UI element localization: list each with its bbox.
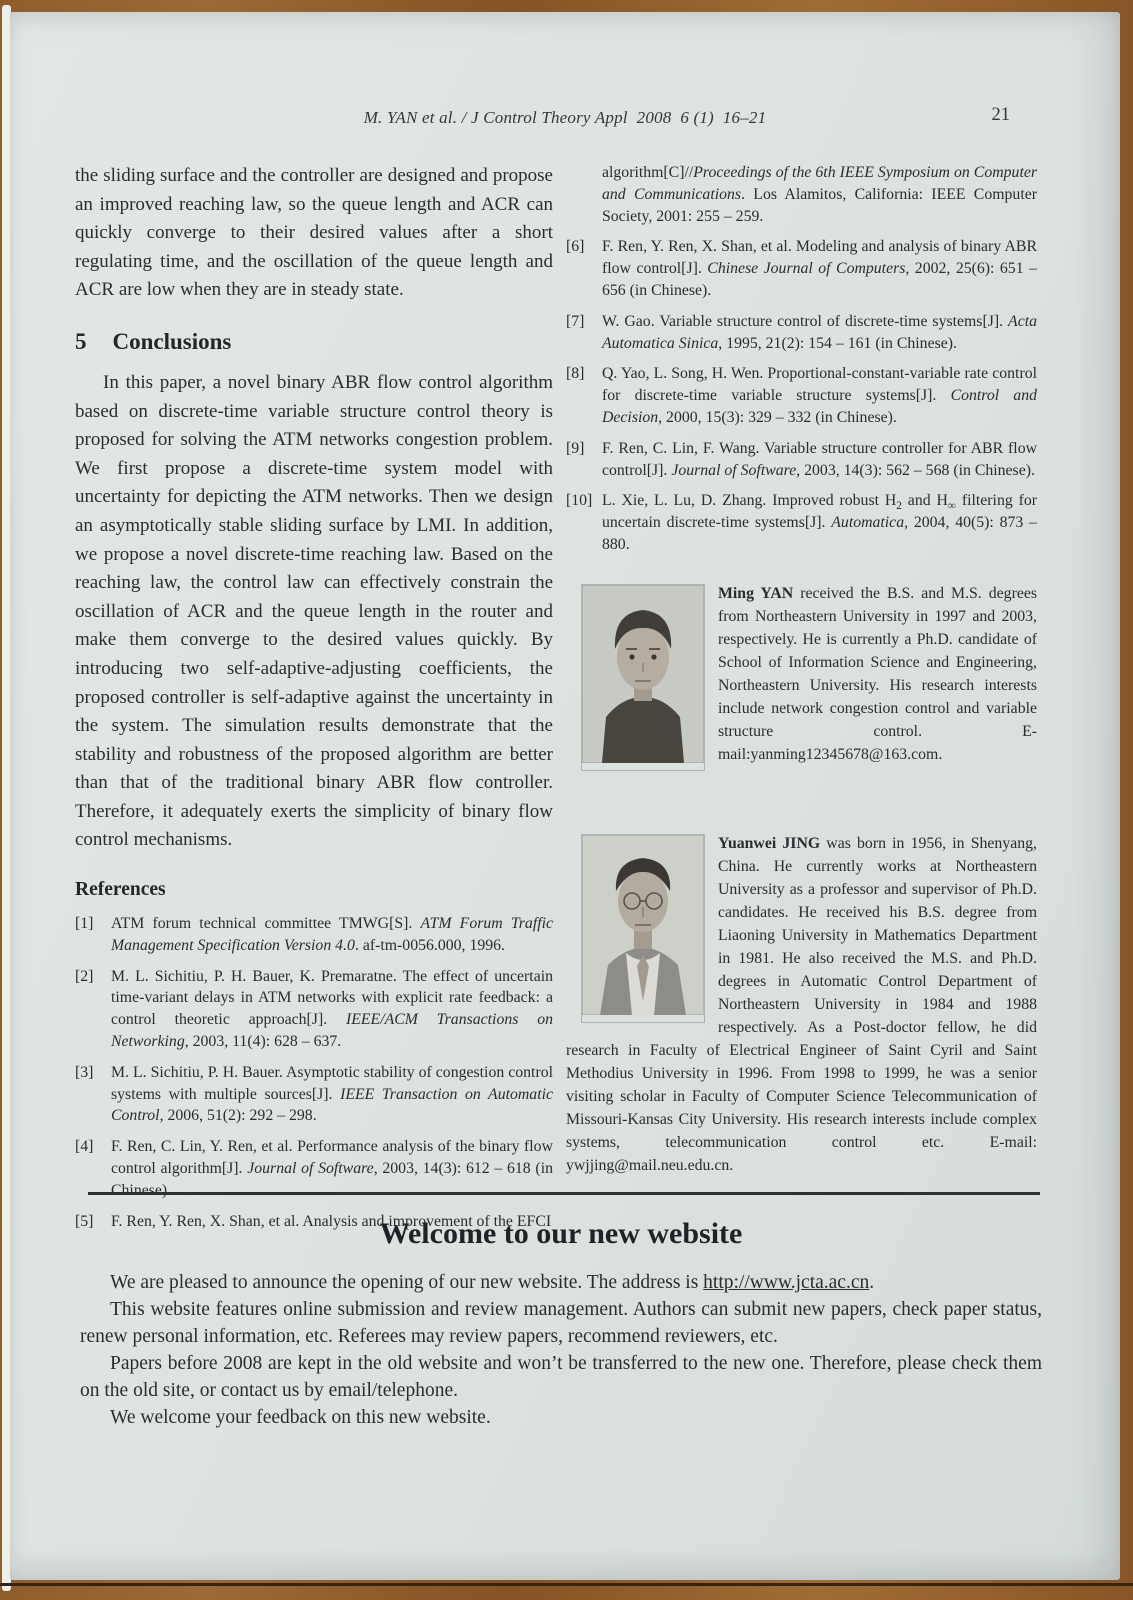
reference-item-5-continued (566, 162, 1037, 227)
running-title: M. YAN et al. / J Control Theory Appl 2008 6 (1) 16–21 (363, 108, 767, 127)
reference-item-8 (566, 363, 1037, 428)
portrait-photo-icon (582, 585, 704, 763)
reference-item-10 (566, 490, 1037, 555)
reference-label: [6] (566, 238, 585, 256)
references-title: References (75, 879, 166, 901)
reference-item-6 (566, 236, 1037, 301)
reference-label: [7] (566, 312, 585, 330)
reference-item-9 (566, 438, 1037, 482)
divider-rule (88, 1192, 1040, 1195)
reference-label: [2] (75, 967, 94, 985)
reference-label: [5] (75, 1212, 94, 1230)
left-column (75, 162, 553, 1241)
page-number: 21 (991, 105, 1010, 125)
reference-label: [1] (75, 915, 94, 933)
conclusions-heading (75, 329, 553, 355)
reference-label: [9] (566, 439, 585, 457)
portrait-photo-icon (582, 835, 704, 1015)
reference-text: M. L. Sichitiu, P. H. Bauer. Asymptotic stability of congestion control systems with multiple sources[J]. IEEE Transaction on Automatic Control, 2006, 51(2): 292 – 298. (111, 1063, 553, 1125)
reference-text: M. L. Sichitiu, P. H. Bauer, K. Premaratne. The effect of uncertain time-variant delays in ATM networks with explicit rate feedback: a control theoretic approach[J]. IEEE/ACM Transactions on Networking, 2003, 11(4): 628 – 637. (111, 967, 554, 1051)
author-name: Ming YAN (718, 584, 794, 602)
reference-label: [10] (566, 492, 593, 510)
announcement-paragraph-4: We welcome your feedback on this new website. (110, 1407, 491, 1428)
bio-body: received the B.S. and M.S. degrees from Northeastern University in 1997 and 2003, respectively. He is currently a Ph.D. candidate of School of Information Science and Engineering, Northeastern University. His research interests include network congestion control and variable structure control. E-mail:yanming12345678@163.com. (718, 584, 1038, 763)
reference-text: F. Ren, Y. Ren, X. Shan, et al. Modeling and analysis of binary ABR flow control[J]. Chinese Journal of Computers, 2002, 25(6): 651 – 656 (in Chinese). (602, 238, 1037, 299)
author-photo-yuanwei-jing (582, 835, 704, 1022)
section-number: 5 (75, 328, 87, 354)
conclusions-paragraph: In this paper, a novel binary ABR flow control algorithm based on discrete-time variable structure control theory is proposed for solving the ATM networks congestion problem. We first propose a discrete-time system model with uncertainty for depicting the ATM networks. Then we design an asymptotically stable sliding surface by LMI. In addition, we propose a novel discrete-time reaching law. Based on the reaching law, the control law can effectively constrain the oscillation of ACR and the queue length in the router and make them converge to the desired values quickly. By introducing two self-adaptive-adjusting coefficients, the proposed controller is self-adaptive against the uncertainty in the system. The simulation results demonstrate that the stability and robustness of the proposed algorithm are better than that of the traditional binary ABR flow controller. Therefore, it adequately exerts the simplicity of binary flow control mechanisms. (75, 371, 553, 851)
page (10, 12, 1120, 1580)
reference-label: [3] (75, 1063, 94, 1081)
reference-text: ATM forum technical committee TMWG[S]. ATM Forum Traffic Management Specification Version 4.0. af-tm-0056.000, 1996. (111, 915, 553, 954)
announcement-title: Welcome to our new website (379, 1217, 743, 1250)
running-head (10, 108, 1120, 128)
author-bio-yuanwei-jing (566, 832, 1037, 1177)
reference-item-1 (75, 913, 553, 957)
reference-item-2 (75, 966, 553, 1053)
bio-body: was born in 1956, in Shenyang, China. He currently works at Northeastern University as a professor and supervisor of Ph.D. candidates. He received his B.S. degree from Liaoning University in Mathematics Department in 1981. He also received the M.S. and Ph.D. degrees in Automatic Control Department of Northeastern University in 1984 and 1988 respectively. As a Post-doctor fellow, he did research in Faculty of Electrical Engineer of Saint Cyril and Saint Methodius University in 1996. From 1998 to 1999, he was a senior visiting scholar in Faculty of Computer Science Telecommunication of Missouri-Kansas City University. His research interests include complex systems, telecommunication control etc. E-mail: ywjjing@mail.neu.edu.cn. (566, 834, 1037, 1174)
author-bio-ming-yan (566, 582, 1037, 766)
reference-label: [4] (75, 1138, 94, 1156)
intro-paragraph: the sliding surface and the controller are designed and propose an improved reaching law, so the queue length and ACR can quickly converge to their desired values after a short regulating time, and the oscillation of the queue length and ACR are low when they are in steady state. (75, 165, 553, 301)
reference-text: W. Gao. Variable structure control of discrete-time systems[J]. Acta Automatica Sinica, 1995, 21(2): 154 – 161 (in Chinese). (602, 312, 1037, 352)
section-title: Conclusions (112, 328, 232, 354)
announcement-paragraph-3: Papers before 2008 are kept in the old website and won’t be transferred to the new one. Therefore, please check them on the old site, or contact us by email/telephone. (80, 1353, 1042, 1401)
reference-text: F. Ren, C. Lin, F. Wang. Variable structure controller for ABR flow control[J]. Journal of Software, 2003, 14(3): 562 – 568 (in Chinese). (602, 439, 1037, 479)
reference-text: algorithm[C]//Proceedings of the 6th IEEE Symposium on Computer and Communications. Los Alamitos, California: IEEE Computer Society, 2001: 255 – 259. (602, 164, 1037, 225)
reference-label: [8] (566, 365, 585, 383)
two-column-body (75, 162, 1037, 1241)
announcement-paragraph-2: This website features online submission and review management. Authors can submit new papers, check paper status, renew personal information, etc. Referees may review papers, recommend reviewers, etc. (80, 1299, 1042, 1347)
right-column (566, 162, 1037, 1241)
reference-item-3 (75, 1062, 553, 1127)
reference-text: Q. Yao, L. Song, H. Wen. Proportional-constant-variable rate control for discrete-time variable structure systems[J]. Control and Decision, 2000, 15(3): 329 – 332 (in Chinese). (602, 365, 1038, 426)
reference-text: F. Ren, Y. Ren, X. Shan, et al. Analysis and improvement of the EFCI (111, 1212, 552, 1230)
announcement-section (80, 1192, 1042, 1431)
author-photo-ming-yan (582, 585, 704, 770)
author-name: Yuanwei JING (718, 834, 821, 852)
reference-item-7 (566, 311, 1037, 355)
desk-seam (0, 1583, 1133, 1586)
announcement-paragraph-1: We are pleased to announce the opening of our new website. The address is http://www.jcta.ac.cn. (110, 1272, 875, 1293)
reference-text: L. Xie, L. Lu, D. Zhang. Improved robust $H_2$ and $H_\infty$ filtering for uncertain discrete-time systems[J]. Automatica, 2004, 40(5): 873 – 880. (602, 492, 1038, 553)
reference-text: F. Ren, C. Lin, Y. Ren, et al. Performance analysis of the binary flow control algorithm[J]. Journal of Software, 2003, 14(3): 612 – 618 (in Chinese). (111, 1138, 553, 1199)
